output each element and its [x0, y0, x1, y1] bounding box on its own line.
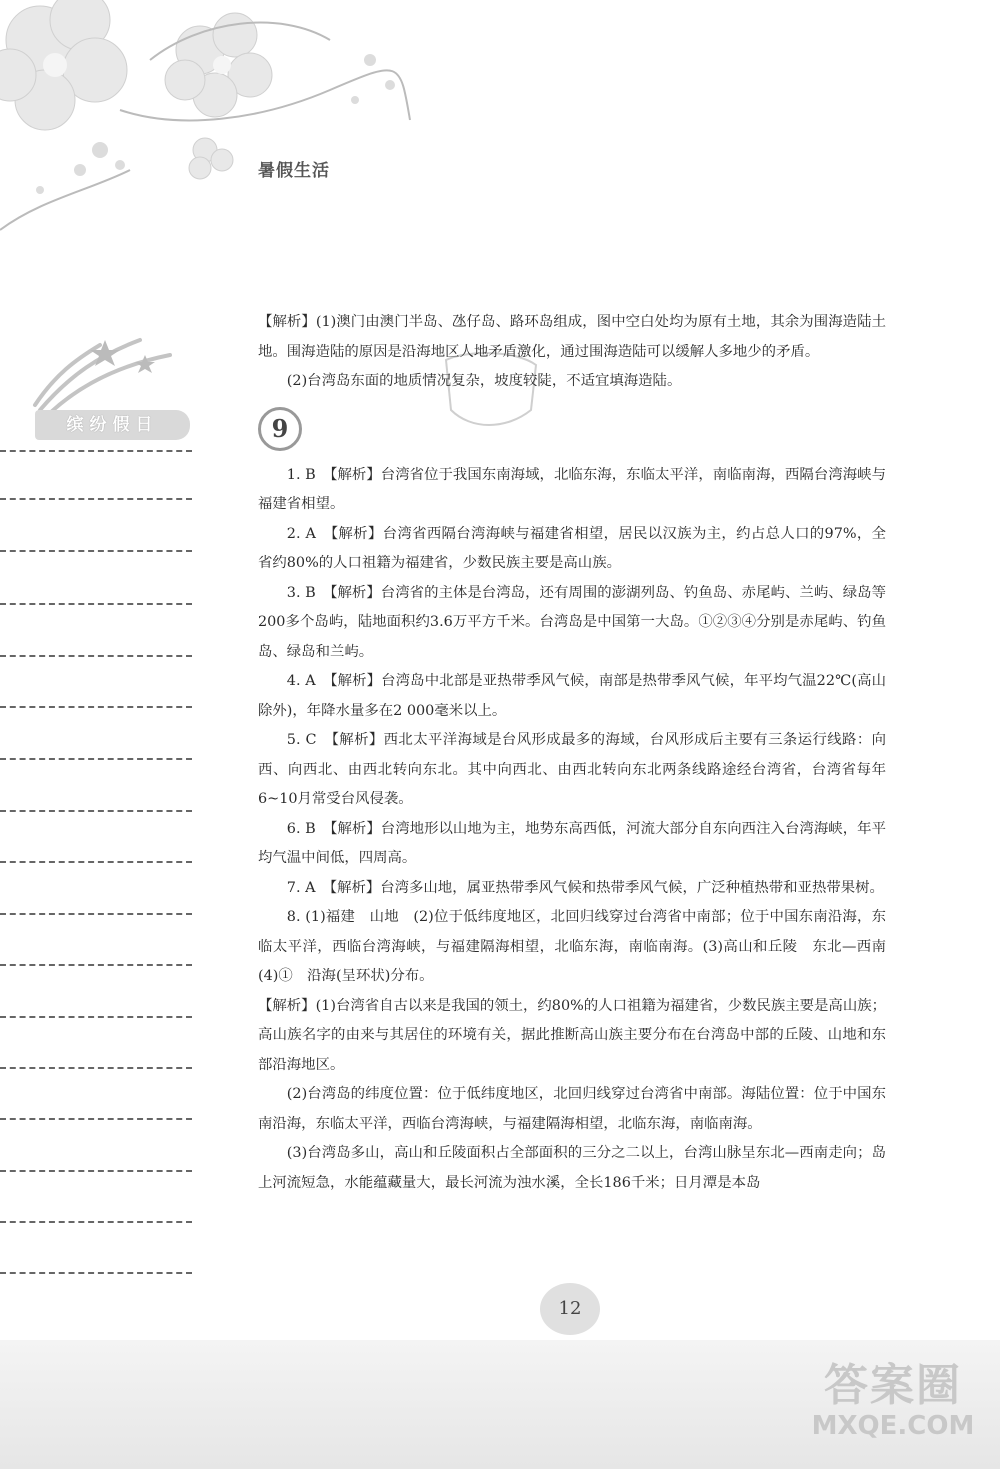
- note-line: [0, 498, 192, 500]
- answer-item: 1. B 【解析】台湾省位于我国东南海域，北临东海，东临太平洋，南临南海，西隔台湾海峡与福建省相望。: [258, 466, 886, 512]
- page-number: 12: [540, 1283, 600, 1335]
- note-line: [0, 913, 192, 915]
- intro-paragraph: 【解析】(1)澳门由澳门半岛、氹仔岛、路环岛组成，图中空白处均为原有土地，其余为围海造陆土地。围海造陆的原因是沿海地区人地矛盾激化，通过围海造陆可以缓解人多地少的矛盾。: [258, 314, 886, 360]
- note-line: [0, 758, 192, 760]
- note-line: [0, 1170, 192, 1172]
- answer-item: 6. B 【解析】台湾地形以山地为主，地势东高西低，河流大部分自东向西注入台湾海峡，年平均气温中间低，四周高。: [258, 820, 886, 866]
- note-line: [0, 861, 192, 863]
- answer-item: 7. A 【解析】台湾多山地，属亚热带季风气候和热带季风气候，广泛种植热带和亚热带果树。: [286, 879, 884, 896]
- note-line: [0, 964, 192, 966]
- intro-paragraph: (2)台湾岛东面的地质情况复杂，坡度较陡，不适宜填海造陆。: [286, 373, 682, 389]
- note-line: [0, 1272, 192, 1274]
- note-line: [0, 810, 192, 812]
- note-line: [0, 655, 192, 657]
- watermark-domain: MXQE.COM: [811, 1411, 975, 1441]
- note-line: [0, 1118, 192, 1120]
- note-line: [0, 603, 192, 605]
- floral-decoration: [0, 0, 460, 270]
- note-line: [0, 1067, 192, 1069]
- answer-item: 4. A 【解析】台湾岛中北部是亚热带季风气候，南部是热带季风气候，年平均气温22℃(高山除外)，年降水量多在2 000毫米以上。: [258, 673, 886, 719]
- answer-item: 8. (1)福建 山地 (2)位于低纬度地区，北回归线穿过台湾省中南部；位于中国东南沿海，东临太平洋，西临台湾海峡，与福建隔海相望，北临东海，南临南海。(3)高山和丘陵 东北—西南 (4)① 沿海(呈环状)分布。: [258, 909, 901, 984]
- section-number: 9: [258, 407, 302, 451]
- analysis-paragraph: (2)台湾岛的纬度位置：位于低纬度地区，北回归线穿过台湾省中南部。海陆位置：位于中国东南沿海，东临太平洋，西临台湾海峡，与福建隔海相望，北临东海，南临南海。: [258, 1086, 886, 1132]
- answer-item: 3. B 【解析】台湾省的主体是台湾岛，还有周围的澎湖列岛、钓鱼岛、赤尾屿、兰屿、绿岛等200多个岛屿，陆地面积约3.6万平方千米。台湾岛是中国第一大岛。①②③④分别是赤尾屿、钓鱼岛、绿岛和兰屿。: [258, 584, 886, 660]
- header-title: 暑假生活: [258, 161, 330, 181]
- answer-content: [258, 308, 901, 1198]
- note-line: [0, 1221, 192, 1223]
- analysis-paragraph: 【解析】(1)台湾省自古以来是我国的领土，约80%的人口祖籍为福建省，少数民族主要是高山族；高山族名字的由来与其居住的环境有关，据此推断高山族主要分布在台湾岛中部的丘陵、山地和东部沿海地区。: [258, 997, 886, 1073]
- answer-item: 5. C 【解析】西北太平洋海域是台风形成最多的海域，台风形成后主要有三条运行线路：向西、向西北、由西北转向东北。其中向西北、由西北转向东北两条线路途经台湾省，台湾省每年6~10月常受台风侵袭。: [258, 732, 886, 807]
- note-line: [0, 706, 192, 708]
- answer-item: 2. A 【解析】台湾省西隔台湾海峡与福建省相望，居民以汉族为主，约占总人口的97%，全省约80%的人口祖籍为福建省，少数民族主要是高山族。: [258, 525, 886, 571]
- watermark-title: 答案圈: [824, 1360, 962, 1411]
- note-line: [0, 450, 192, 452]
- note-line: [0, 550, 192, 552]
- analysis-paragraph: (3)台湾岛多山，高山和丘陵面积占全部面积的三分之二以上，台湾山脉呈东北—西南走向；岛上河流短急，水能蕴藏量大，最长河流为浊水溪，全长186千米；日月潭是本岛: [258, 1145, 886, 1191]
- star-burst-icon: [30, 335, 195, 415]
- site-watermark: [804, 1361, 982, 1441]
- sidebar-badge: 缤纷假日: [35, 410, 190, 440]
- note-line: [0, 1016, 192, 1018]
